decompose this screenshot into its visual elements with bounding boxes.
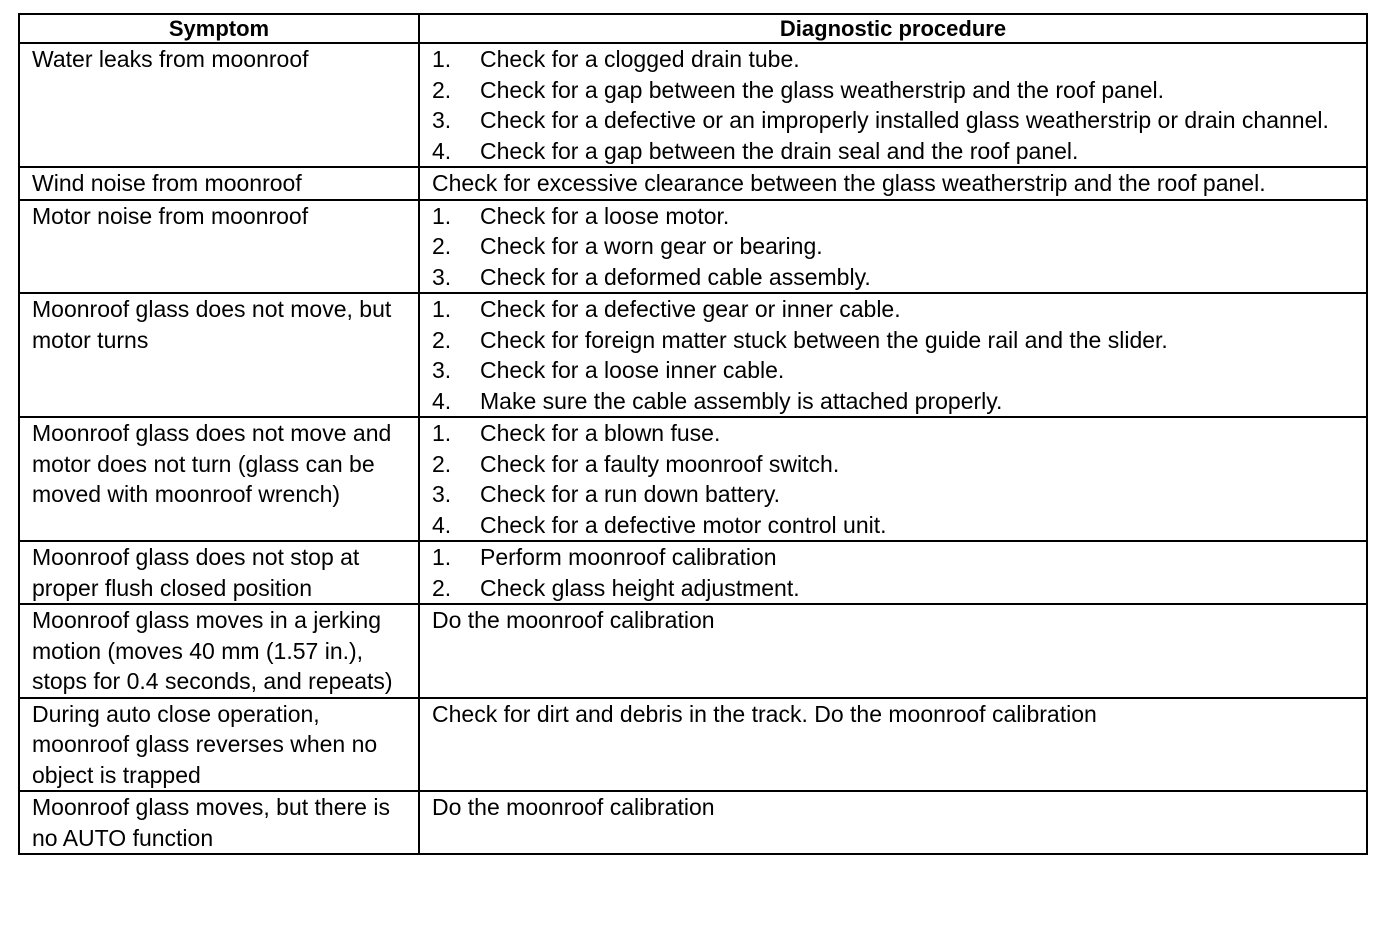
step-text: Check for a clogged drain tube. [480,46,800,72]
step-number: 1. [432,296,452,322]
procedure-cell [419,541,1367,604]
procedure-step [432,418,1358,449]
step-number: 2. [432,233,452,259]
table-row [19,698,1367,792]
step-number: 3. [432,357,452,383]
procedure-step [432,201,1358,232]
symptom-cell: Moonroof glass does not stop at proper flush closed position [19,541,419,604]
procedure-steps [432,418,1358,540]
procedure-cell [419,200,1367,294]
step-number: 3. [432,107,452,133]
table-row [19,604,1367,698]
header-procedure: Diagnostic procedure [419,14,1367,43]
procedure-cell [419,604,1367,698]
step-text: Check for a defective or an improperly installed glass weatherstrip or drain channel. [480,107,1329,133]
procedure-step [432,449,1358,480]
step-text: Make sure the cable assembly is attached properly. [480,387,1003,414]
step-text: Check for a defective motor control unit. [480,511,887,538]
procedure-step [432,510,1358,541]
symptom-cell: Moonroof glass does not move and motor does not turn (glass can be moved with moonroof wrench) [19,417,419,541]
procedure-step [432,231,1358,262]
procedure-step [432,294,1358,325]
header-row [19,14,1367,43]
procedure-step [432,325,1358,356]
procedure-step [432,105,1358,136]
step-number: 4. [432,511,452,538]
step-number: 3. [432,481,452,507]
step-number: 1. [432,544,452,570]
procedure-cell [419,167,1367,200]
procedure-text: Do the moonroof calibration [432,794,715,820]
step-number: 4. [432,137,452,164]
table-row [19,417,1367,541]
procedure-cell [419,698,1367,792]
step-number: 2. [432,76,452,103]
procedure-step [432,386,1358,417]
step-text: Check for a loose inner cable. [480,357,785,383]
step-number: 2. [432,326,452,353]
procedure-cell [419,791,1367,854]
procedure-step [432,479,1358,510]
step-text: Check glass height adjustment. [480,574,800,601]
procedure-step [432,542,1358,573]
step-number: 2. [432,450,452,477]
step-number: 3. [432,263,452,290]
step-number: 4. [432,387,452,414]
step-text: Check for a blown fuse. [480,420,721,446]
symptom-cell: Wind noise from moonroof [19,167,419,200]
procedure-step [432,75,1358,106]
table-row [19,293,1367,417]
step-text: Check for a deformed cable assembly. [480,263,871,290]
step-text: Check for foreign matter stuck between the guide rail and the slider. [480,326,1168,353]
procedure-steps [432,201,1358,293]
symptom-cell: Moonroof glass moves, but there is no AUTO function [19,791,419,854]
procedure-cell [419,293,1367,417]
table-row [19,167,1367,200]
symptom-cell: Motor noise from moonroof [19,200,419,294]
procedure-cell [419,417,1367,541]
step-text: Check for a defective gear or inner cable. [480,296,901,322]
header-symptom: Symptom [19,14,419,43]
step-text: Check for a gap between the drain seal and the roof panel. [480,137,1079,164]
procedure-text: Check for excessive clearance between the glass weatherstrip and the roof panel. [432,170,1266,196]
step-text: Check for a faulty moonroof switch. [480,450,840,477]
symptom-cell: Moonroof glass moves in a jerking motion (moves 40 mm (1.57 in.), stops for 0.4 seconds, and repeats) [19,604,419,698]
procedure-steps [432,542,1358,603]
diagnostic-table [18,13,1368,855]
table-row [19,541,1367,604]
procedure-cell [419,43,1367,167]
step-text: Perform moonroof calibration [480,544,777,570]
procedure-step [432,573,1358,604]
symptom-cell: Water leaks from moonroof [19,43,419,167]
step-text: Check for a gap between the glass weatherstrip and the roof panel. [480,76,1165,103]
procedure-step [432,136,1358,167]
step-text: Check for a worn gear or bearing. [480,233,823,259]
step-number: 1. [432,46,452,72]
step-number: 1. [432,202,452,229]
symptom-cell: During auto close operation, moonroof glass reverses when no object is trapped [19,698,419,792]
table-row [19,200,1367,294]
step-text: Check for a loose motor. [480,202,730,229]
step-number: 1. [432,420,452,446]
procedure-steps [432,44,1358,166]
symptom-cell: Moonroof glass does not move, but motor turns [19,293,419,417]
table-row [19,43,1367,167]
procedure-steps [432,294,1358,416]
table-row [19,791,1367,854]
step-number: 2. [432,574,452,601]
procedure-step [432,262,1358,293]
procedure-text: Do the moonroof calibration [432,607,715,633]
procedure-step [432,44,1358,75]
procedure-text: Check for dirt and debris in the track. Do the moonroof calibration [432,700,1097,727]
procedure-step [432,355,1358,386]
step-text: Check for a run down battery. [480,481,780,507]
